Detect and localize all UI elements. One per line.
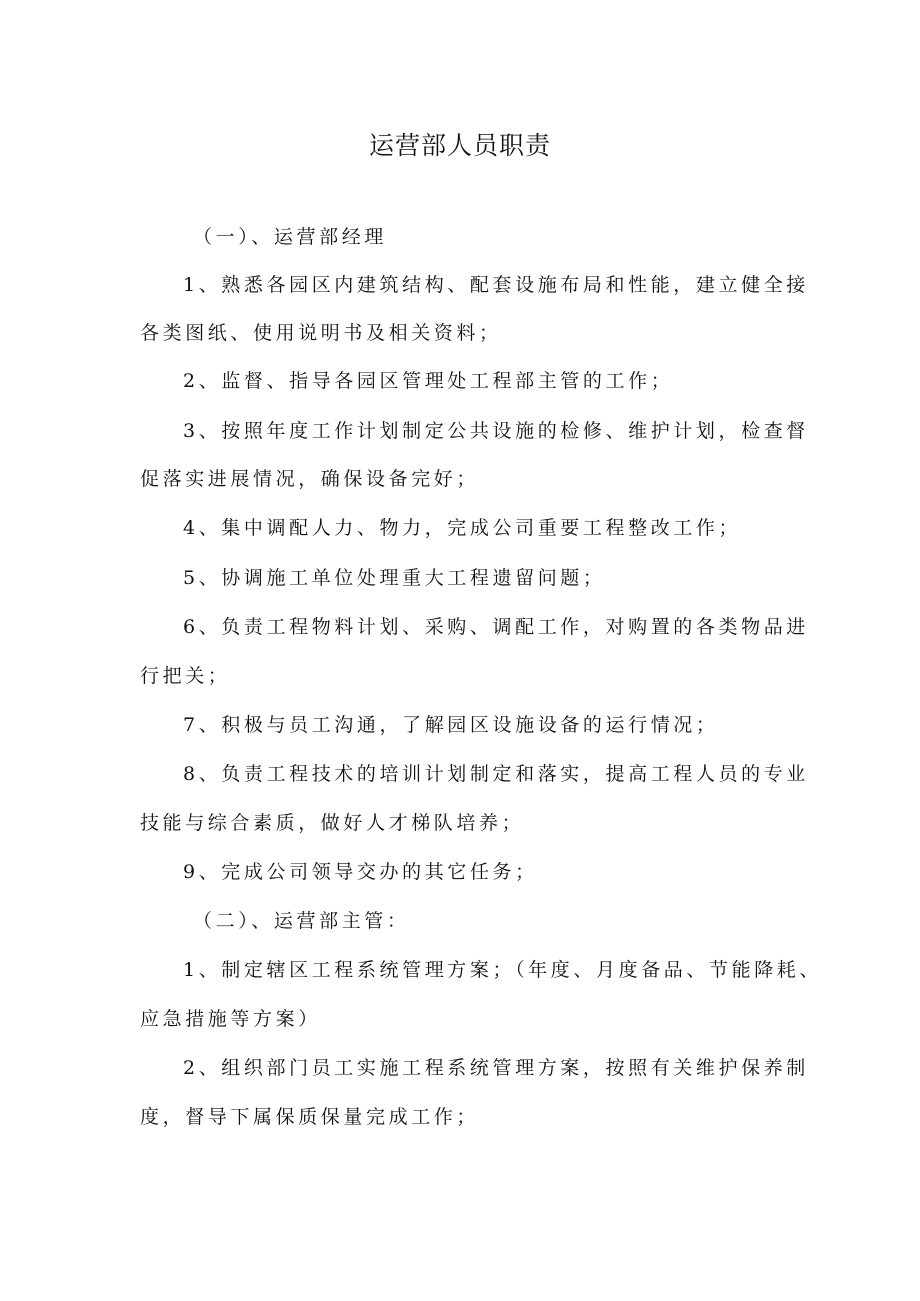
manager-duty-9: 9、完成公司领导交办的其它任务；	[183, 861, 538, 883]
manager-duty-1-line-2: 各类图纸、使用说明书及相关资料；	[140, 322, 502, 344]
manager-duty-3-line-2: 促落实进展情况，确保设备完好；	[140, 468, 480, 490]
manager-duty-8-line-1: 8、负责工程技术的培训计划制定和落实，提高工程人员的专业	[183, 763, 809, 785]
manager-duty-3-line-1: 3、按照年度工作计划制定公共设施的检修、维护计划，检查督	[183, 420, 809, 442]
manager-duty-7: 7、积极与员工沟通，了解园区设施设备的运行情况；	[183, 714, 719, 736]
document-title: 运营部人员职责	[368, 131, 551, 160]
manager-duty-4: 4、集中调配人力、物力，完成公司重要工程整改工作；	[183, 517, 742, 539]
section-heading-manager: （一）、运营部经理	[193, 226, 387, 248]
manager-duty-6-line-1: 6、负责工程物料计划、采购、调配工作，对购置的各类物品进	[183, 616, 809, 638]
manager-duty-6-line-2: 行把关；	[140, 665, 231, 687]
supervisor-duty-2-line-1: 2、组织部门员工实施工程系统管理方案，按照有关维护保养制	[183, 1057, 809, 1079]
supervisor-duty-2-line-2: 度，督导下属保质保量完成工作；	[140, 1106, 480, 1128]
supervisor-duty-1-line-1: 1、制定辖区工程系统管理方案；（年度、月度备品、节能降耗、	[183, 959, 822, 981]
section-heading-supervisor: （二）、运营部主管：	[193, 910, 410, 932]
supervisor-duty-1-line-2: 应急措施等方案）	[140, 1008, 321, 1030]
manager-duty-5: 5、协调施工单位处理重大工程遗留问题；	[183, 567, 606, 589]
manager-duty-1-line-1: 1、熟悉各园区内建筑结构、配套设施布局和性能，建立健全接	[183, 274, 809, 296]
manager-duty-8-line-2: 技能与综合素质，做好人才梯队培养；	[140, 812, 525, 834]
manager-duty-2: 2、监督、指导各园区管理处工程部主管的工作；	[183, 370, 674, 392]
